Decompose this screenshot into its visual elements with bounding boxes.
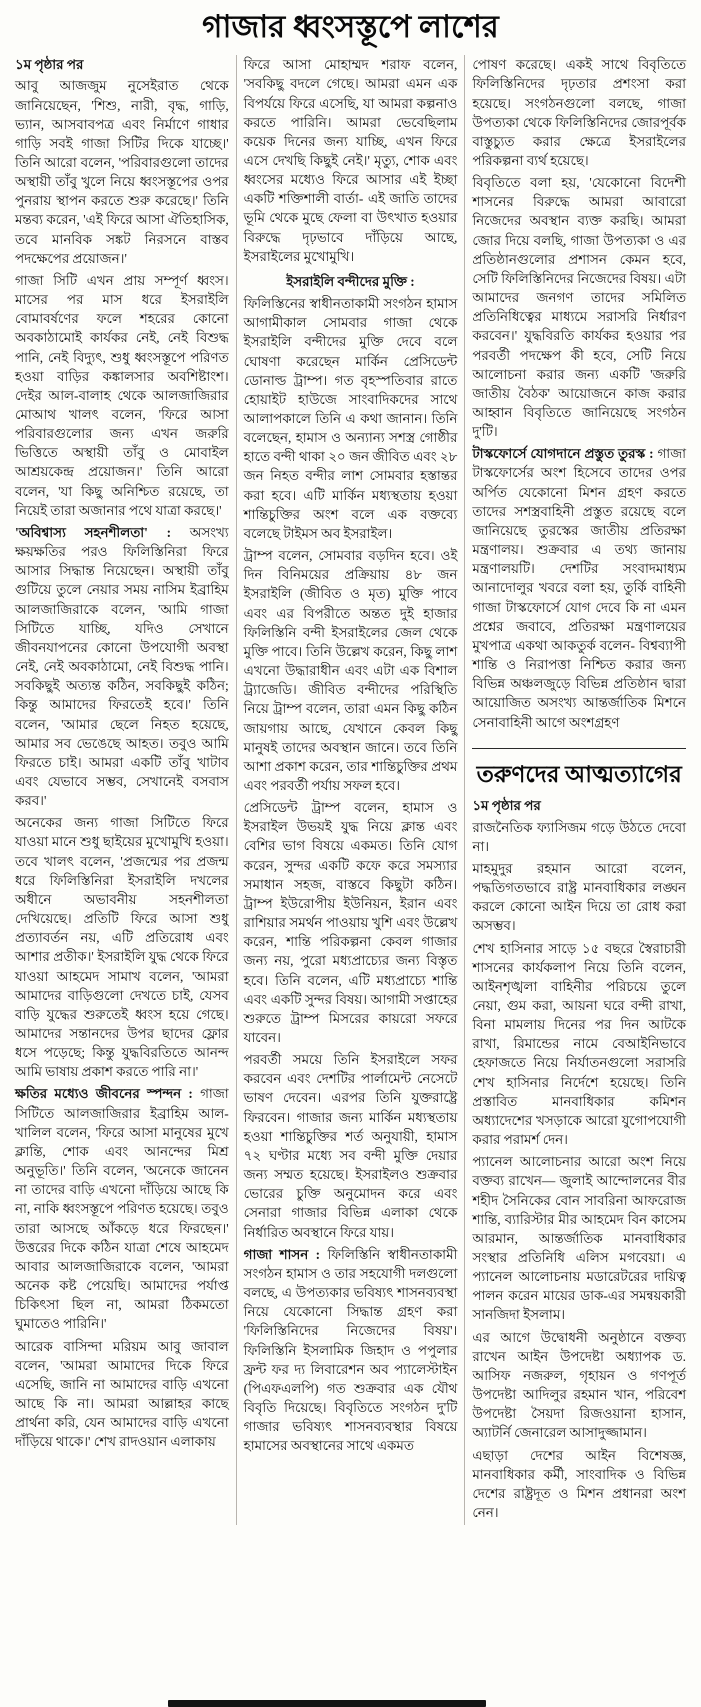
body-paragraph: অনেকের জন্য গাজা সিটিতে ফিরে যাওয়া মানে শুধু ছাইয়ের মুখোমুখি হওয়া। তবে খালৎ বলেন, 'প্রজন্মের পর প্রজন্ম ধরে ফিলিস্তিনিরা ইসরাইলি দখলের অধীনে অভাবনীয় সহনশীলতা দেখিয়েছে। প্রতিটি ফিরে আসা শুধু প্রত্যাবর্তন নয়, এটি প্রতিরোধ এবং আশার প্রতীক।' ইসরাইলি যুদ্ধ থেকে ফিরে যাওয়া আহমেদ সামাখ বলেন, 'আমরা আমাদের বাড়িগুলো দেখতে চাই, যেসব বাড়ি যুদ্ধের শুরুতেই ধ্বংস হয়ে গেছে। আমাদের সন্তানদের উপর ছাদের ফ্লোর ধসে পড়েছে; কিন্তু যুদ্ধবিরতিতে আনন্দ আমি ভাষায় প্রকাশ করতে পারি না।' [15, 815, 229, 1080]
body-paragraph: আরেক বাসিন্দা মরিয়ম আবু জাবাল বলেন, 'আমরা আমাদের দিকে ফিরে এসেছি, জানি না আমাদের বাড়ি এখনো আছে কি না। আমরা আল্লাহর কাছে প্রার্থনা করি, যেন আমাদের বাড়ি এখনো দাঁড়িয়ে থাকে।' শেখ রাদওয়ান এলাকায় [15, 1338, 229, 1450]
body-paragraph: আবু আজজুম নুসেইরাত থেকে জানিয়েছেন, 'শিশু, নারী, বৃদ্ধ, গাড়ি, ভ্যান, আসবাবপত্র এবং নির্মাণে গাধার গাড়ি সবই গাজা সিটির দিকে যাচ্ছে।' তিনি আরো বলেন, 'পরিবারগুলো তাদের অস্থায়ী তাঁবু খুলে নিয়ে ধ্বংসস্তূপের ওপর পুনরায় স্থাপন করতে শুরু করেছে।' তিনি মন্তব্য করেন, 'এই ফিরে আসা ঐতিহাসিক, তবে মানবিক সঙ্কট নিরসনে বাস্তব পদক্ষেপের প্রয়োজন।' [15, 78, 229, 266]
column-2 [236, 55, 465, 1525]
page-title: গাজার ধ্বংসস্তূপে লাশের [202, 9, 499, 44]
body-paragraph: মাহমুদুর রহমান আরো বলেন, পদ্ধতিগতভাবে রাষ্ট্র মানবাধিকার লঙ্ঘন করলে কোনো আইন দিয়ে তা রোধ করা অসম্ভব। [472, 860, 687, 934]
body-paragraph: এছাড়া দেশের আইন বিশেষজ্ঞ, মানবাধিকার কর্মী, সাংবাদিক ও বিভিন্ন দেশের রাষ্ট্রদূত ও মিশন প্রধানরা অংশ নেন। [472, 1447, 687, 1521]
body-paragraph: এর আগে উদ্বোধনী অনুষ্ঠানে বক্তব্য রাখেন আইন উপদেষ্টা অধ্যাপক ড. আসিফ নজরুল, গৃহায়ন ও গণপূর্ত উপদেষ্টা আদিলুর রহমান খান, পরিবেশ উপদেষ্টা সৈয়দা রিজওয়ানা হাসান, অ্যাটর্নি জেনারেল আসাদুজ্জামান। [472, 1329, 687, 1441]
body-paragraph: ফিরে আসা মোহাম্মদ শরাফ বলেন, 'সবকিছু বদলে গেছে। আমরা এমন এক বিপর্যয়ে ফিরে এসেছি, যা আমরা কল্পনাও করতে পারিনি। আমরা ভেবেছিলাম কয়েক দিনের জন্য যাচ্ছি, এখন ফিরে এসে দেখছি কিছুই নেই।' মৃত্যু, শোক এবং ধ্বংসের মধ্যেও ফিরে আসার এই ইচ্ছা একটি শক্তিশালী বার্তা- এই জাতি তাদের ভূমি থেকে মুছে ফেলা বা উৎখাত হওয়ার বিরুদ্ধে দৃঢ়ভাবে দাঁড়িয়ে আছে, ইসরাইলের মুখোমুখি। [243, 57, 458, 264]
continuation-label: ১ম পৃষ্ঠার পর [472, 798, 541, 814]
body-paragraph: পোষণ করেছে। একই সাথে বিবৃতিতে ফিলিস্তিনিদের দৃঢ়তার প্রশংসা করা হয়েছে। সংগঠনগুলো বলছে, গাজা উপত্যকা থেকে ফিলিস্তিনিদের জোরপূর্বক বাস্তুচ্যুত করার ক্ষেত্রে ইসরাইলের পরিকল্পনা ব্যর্থ হয়েছে। [472, 57, 687, 168]
paragraph-lead: গাজা শাসন : [243, 1246, 328, 1262]
body-paragraph: রাজনৈতিক ফ্যাসিজম গড়ে উঠতে দেবো না। [472, 819, 687, 854]
body-paragraph: পরবর্তী সময়ে তিনি ইসরাইলে সফর করবেন এবং দেশটির পার্লামেন্ট নেসেটে ভাষণ দেবেন। এরপর তিনি যুক্তরাষ্ট্রে ফিরবেন। গাজার জন্য মার্কিন মধ্যস্থতায় হওয়া শান্তিচুক্তির শর্ত অনুযায়ী, হামাস ৭২ ঘণ্টার মধ্যে সব বন্দী মুক্তি দেয়ার জন্য সম্মত হয়েছে। ইসরাইলও শুক্রবার ভোরের চুক্তি অনুমোদন করে এবং সেনারা গাজার বিভিন্ন এলাকা থেকে নির্ধারিত অবস্থানে ফিরে যায়। [243, 1052, 458, 1240]
body-paragraph: টাস্কফোর্সে যোগদানে প্রস্তুত তুরস্ক : গাজা টাস্কফোর্সের অংশ হিসেবে তাদের ওপর অর্পিত যেকোনো মিশন গ্রহণ করতে তাদের সশস্ত্রবাহিনী প্রস্তুত রয়েছে বলে জানিয়েছে তুরস্কের জাতীয় প্রতিরক্ষা মন্ত্রণালয়। শুক্রবার এ তথ্য জানায় মন্ত্রণালয়টি। দেশটির সংবাদমাধ্যম আনাদোলুর খবরে বলা হয়, তুর্কি বাহিনী গাজা টাস্কফোর্সে যোগ দেবে কি না এমন প্রশ্নের জবাবে, প্রতিরক্ষা মন্ত্রণালয়ের মুখপাত্র একথা আকতুর্ক বলেন- বিশ্বব্যাপী শান্তি ও নিরাপত্তা নিশ্চিত করার জন্য বিভিন্ন অঞ্চলজুড়ে বিভিন্ন প্রতিষ্ঠান দ্বারা আয়োজিত অসংখ্য আন্তর্জাতিক মিশনে সেনাবাহিনী আগে অংশগ্রহণ [472, 446, 687, 730]
body-paragraph: প্যানেল আলোচনার আরো অংশ নিয়ে বক্তব্য রাখেন— জুলাই আন্দোলনের বীর শহীদ সৈনিকের বোন সাবরিনা আফরোজ শান্তি, ব্যারিস্টার মীর আহমেদ বিন কাসেম আরমান, আন্তর্জাতিক মানবাধিকার সংস্থার প্রতিনিধি এলিস মগবেয়া। এ প্যানেল আলোচনায় মডারেটরের দায়িত্ব পালন করেন মায়ের ডাক-এর সমন্বয়কারী সানজিদা ইসলাম। [472, 1154, 687, 1323]
section-divider [472, 748, 686, 749]
article-title: তরুণদের আত্মত্যাগের [476, 761, 682, 787]
body-paragraph: গাজা সিটি এখন প্রায় সম্পূর্ণ ধ্বংস। মাসের পর মাস ধরে ইসরাইলি বোমাবর্ষণের ফলে শহরের কোনো অবকাঠামোই কার্যকর নেই, নেই বিশুদ্ধ পানি, নেই বিদ্যুৎ, শুধু ধ্বংসস্তূপে পরিণত হওয়া বাড়ির কঙ্কালসার অবশিষ্টাংশ। দেইর আল-বালাহ থেকে আলজাজিরার মোআথ খালৎ বলেন, 'ফিরে আসা পরিবারগুলোর জন্য এখন জরুরি ভিত্তিতে অস্থায়ী তাঁবু ও মোবাইল আশ্রয়কেন্দ্র প্রয়োজন।' তিনি আরো বলেন, 'যা কিছু অনিশ্চিত রয়েছে, তা নিয়েই তারা অজানার পথে যাত্রা করছে।' [15, 272, 229, 518]
continuation-label: ১ম পৃষ্ঠার পর [15, 57, 84, 73]
body-paragraph: বিবৃতিতে বলা হয়, 'যেকোনো বিদেশী শাসনের বিরুদ্ধে আমরা আবারো নিজেদের অবস্থান ব্যক্ত করছি। আমরা জোর দিয়ে বলছি, গাজা উপত্যকা ও এর প্রতিষ্ঠানগুলোর প্রশাসন কেমন হবে, সেটি ফিলিস্তিনিদের নিজেদের বিষয়। এটা আমাদের জনগণ তাদের সমিলিত প্রতিনিধিত্বের মাধ্যমে সরাসরি নির্ধারণ করবেন।' যুদ্ধবিরতি কার্যকর হওয়ার পর পরবর্তী পদক্ষেপ কী হবে, সেটি নিয়ে আলোচনা করার জন্য একটি 'জরুরি জাতীয় বৈঠক' আয়োজনে কাজ করার আহ্বান বিবৃতিতে জানিয়েছে সংগঠন দু'টি। [472, 175, 687, 440]
column-3 [464, 55, 693, 1525]
paragraph-lead: 'অবিশ্বাস্য সহনশীলতা' : [15, 524, 190, 540]
body-paragraph: প্রেসিডেন্ট ট্রাম্প বলেন, হামাস ও ইসরাইল উভয়ই যুদ্ধ নিয়ে ক্লান্ত এবং বেশির ভাগ বিষয়ে একমত। তিনি যোগ করেন, সুন্দর একটি কফে করে সমস্যার সমাধান সহজ, বাস্তবে কিছুটা কঠিন। ট্রাম্প ইউরোপীয় ইউনিয়ন, ইরান এবং রাশিয়ার সমর্থন পাওয়ায় খুশি এবং উল্লেখ করেন, শান্তি পরিকল্পনা কেবল গাজার জন্য নয়, পুরো মধ্যপ্রাচ্যের জন্য বিস্তৃত হবে। তিনি বলেন, এটি মধ্যপ্রাচ্যে শান্তি এবং একটি সুন্দর বিষয়। আগামী সপ্তাহের শুরুতে ট্রাম্প মিসরের কায়রো সফরে যাবেন। [243, 800, 458, 1045]
body-paragraph: ফিলিস্তিনের স্বাধীনতাকামী সংগঠন হামাস আগামীকাল সোমবার গাজা থেকে ইসরাইলি বন্দীদের মুক্তি দেবে বলে ঘোষণা করেছেন মার্কিন প্রেসিডেন্ট ডোনাল্ড ট্রাম্প। গত বৃহস্পতিবার রাতে হোয়াইট হাউজে সাংবাদিকদের সাথে আলাপকালে তিনি এ কথা জানান। তিনি বলেছেন, হামাস ও অন্যান্য সশস্ত্র গোষ্ঠীর হাতে বন্দী থাকা ২০ জন জীবিত এবং ২৮ জন নিহত বন্দীর লাশ সোমবার হস্তান্তর করা হবে। এটি মার্কিন মধ্যস্থতায় হওয়া শান্তিচুক্তির অংশ বলে এক বক্তব্যে বলেছে টাইমস অব ইসরাইল। [243, 296, 458, 541]
body-paragraph: ট্রাম্প বলেন, সোমবার বড়দিন হবে। ওই দিন বিনিময়ের প্রক্রিয়ায় ৪৮ জন ইসরাইলি (জীবিত ও মৃত) মুক্তি পাবে এবং এর বিপরীতে অন্তত দুই হাজার ফিলিস্তিনি বন্দী ইসরাইলের জেল থেকে মুক্তি পাবে। তিনি উল্লেখ করেন, কিছু লাশ এখনো উদ্ধারাধীন এবং এটা এক বিশাল ট্র্যাজেডি। জীবিত বন্দীদের পরিস্থিতি নিয়ে ট্রাম্প বলেন, তারা এমন কিছু কঠিন জায়গায় আছে, যেখানে কেবল কিছু মানুষই তাদের অবস্থান জানে। তবে তিনি আশা প্রকাশ করেন, তার শান্তিচুক্তির প্রথম এবং পরবর্তী পর্যায় সফল হবে। [243, 548, 458, 793]
paragraph-lead: ক্ষতির মধ্যেও জীবনের স্পন্দন : [15, 1086, 201, 1102]
article-columns [8, 55, 693, 1525]
body-paragraph: শেখ হাসিনার সাড়ে ১৫ বছরে স্বৈরাচারী শাসনের কার্যকলাপ নিয়ে তিনি বলেন, আইনশৃঙ্খলা বাহিনীর পরিচয়ে তুলে নেয়া, গুম করা, আয়না ঘরে বন্দী রাখা, বিনা মামলায় দিনের পর দিন আটকে রাখা, রিমান্ডের নামে বেআইনিভাবে হেফাজতে নিয়ে নির্যাতনগুলো সরাসরি শেখ হাসিনার নির্দেশে হয়েছে। তিনি প্রস্তাবিত মানবাধিকার কমিশন অধ্যাদেশের খসড়াকে আরো যুগোপযোগী করার পরামর্শ দেন। [472, 940, 687, 1148]
paragraph-lead: টাস্কফোর্সে যোগদানে প্রস্তুত তুরস্ক : [472, 446, 658, 462]
body-paragraph: 'অবিশ্বাস্য সহনশীলতা' : অসংখ্য ক্ষয়ক্ষতির পরও ফিলিস্তিনিরা ফিরে আসার সিদ্ধান্ত নিয়েছেন। অস্থায়ী তাঁবু গুটিয়ে তুলে নেয়ার সময় নাসিম ইব্রাহিম আলজাজিরাকে বলেন, 'আমি গাজা সিটিতে যাচ্ছি, যদিও সেখানে জীবনযাপনের কোনো উপযোগী অবস্থা নেই, নেই অবকাঠামো, নেই বিশুদ্ধ পানি। সবকিছুই অত্যন্ত কঠিন, সবকিছুই কঠিন; কিন্তু আমাদের ফিরতেই হবে।' তিনি বলেন, 'আমার ছেলে নিহত হয়েছে, আমার সব ভেঙেছে আহত। তবুও আমি ফিরতে চাই। আমরা একটি তাঁবু খাটাব এবং যেভাবে সম্ভব, সেখানেই বসবাস করব।' [15, 524, 229, 809]
next-article-peek [168, 1700, 486, 1707]
section-heading: ইসরাইলি বন্দীদের মুক্তি : [286, 273, 415, 289]
body-paragraph: ক্ষতির মধ্যেও জীবনের স্পন্দন : গাজা সিটিতে আলজাজিরার ইব্রাহিম আল-খালিল বলেন, 'ফিরে আসা মানুষের মুখে ক্লান্তি, শোক এবং আনন্দের মিশ্র অনুভূতি।' তিনি বলেন, 'অনেকে জানেন না তাদের বাড়ি এখনো দাঁড়িয়ে আছে কি না, নাকি ধ্বংসস্তূপে পরিণত হয়েছে। তবুও তারা আসছে আঁকড়ে ধরে ফিরছেন।' উত্তরের দিকে কঠিন যাত্রা শেষে আহমেদ আবার আলজাজিরাকে বলেন, 'আমরা অনেক কষ্ট পেয়েছি। আমাদের পর্যাপ্ত চিকিৎসা ছিল না, আমরা ঠিকমতো ঘুমাতেও পারিনি।' [15, 1086, 229, 1332]
body-paragraph: গাজা শাসন : ফিলিস্তিনি স্বাধীনতাকামী সংগঠন হামাস ও তার সহযোগী দলগুলো বলছে, এ উপত্যকার ভবিষ্যৎ শাসনব্যবস্থা নিয়ে যেকোনো সিদ্ধান্ত গ্রহণ করা 'ফিলিস্তিনিদের নিজেদের বিষয়'। ফিলিস্তিনি ইসলামিক জিহাদ ও পপুলার ফ্রন্ট ফর দ্য লিবারেশন অব প্যালেস্টাইন (পিএফএলপি) গত শুক্রবার এক যৌথ বিবৃতি দিয়েছে। বিবৃতিতে সংগঠন দু'টি গাজার ভবিষ্যৎ শাসনব্যবস্থার বিষয়ে হামাসের অবস্থানের সাথে একমত [243, 1246, 458, 1454]
column-1 [8, 55, 236, 1525]
masthead [8, 4, 693, 55]
